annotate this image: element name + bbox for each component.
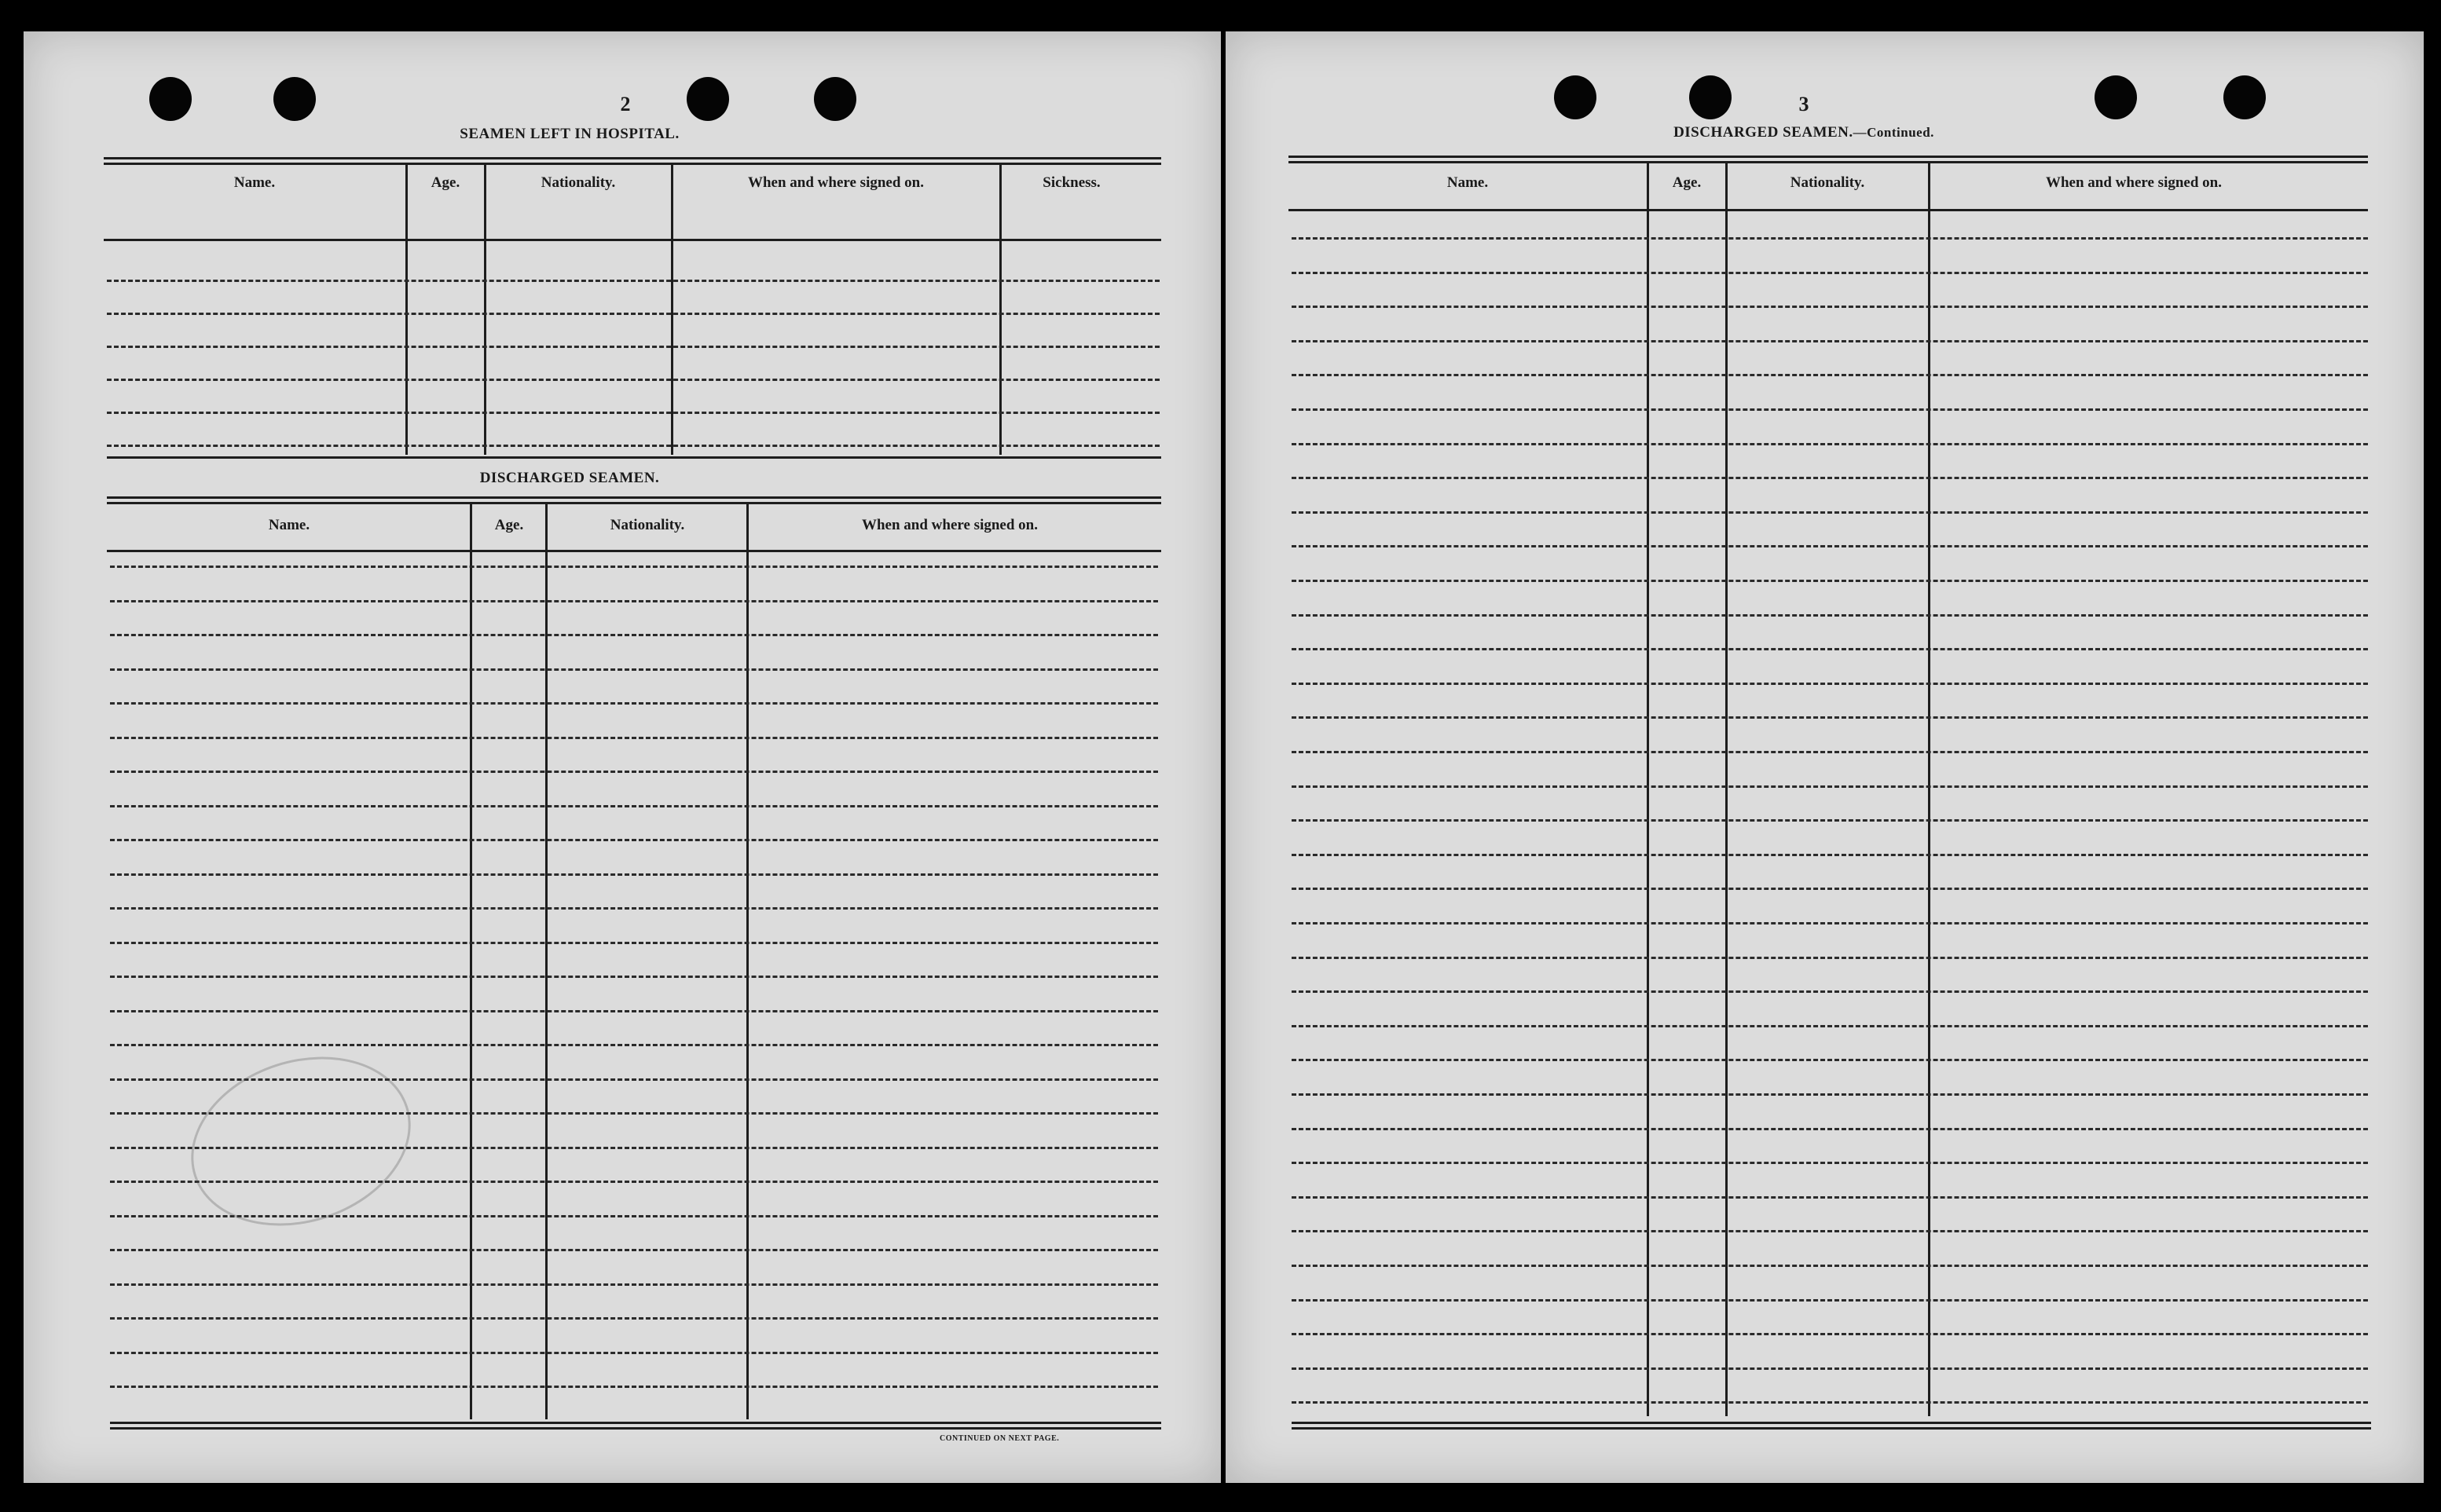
table-row bbox=[1292, 751, 2368, 753]
col-divider bbox=[545, 502, 548, 1419]
punch-hole bbox=[273, 77, 316, 121]
col-divider bbox=[1647, 161, 1649, 1416]
table-top-rule bbox=[104, 163, 1161, 165]
col-divider bbox=[1725, 161, 1728, 1416]
punch-hole bbox=[149, 77, 192, 121]
col-nationality: Nationality. bbox=[1790, 174, 1865, 191]
table-row bbox=[1292, 1162, 2368, 1164]
table-row bbox=[1292, 716, 2368, 719]
table-row bbox=[110, 1283, 1158, 1286]
col-divider bbox=[1928, 161, 1930, 1416]
table-row bbox=[110, 702, 1158, 705]
table-row bbox=[107, 445, 1160, 447]
table-bottom-rule bbox=[110, 1427, 1161, 1430]
table-row bbox=[1292, 648, 2368, 650]
table-row bbox=[110, 737, 1158, 739]
table-row bbox=[1292, 408, 2368, 411]
col-age: Age. bbox=[494, 517, 524, 533]
table-row bbox=[110, 1352, 1158, 1354]
table-row bbox=[110, 1249, 1158, 1251]
col-divider bbox=[746, 502, 749, 1419]
table-row bbox=[110, 771, 1158, 773]
table-row bbox=[110, 1386, 1158, 1388]
table-bottom-rule bbox=[1292, 1422, 2371, 1424]
table-row bbox=[107, 412, 1160, 414]
table-row bbox=[1292, 306, 2368, 308]
col-signed-on: When and where signed on. bbox=[2045, 174, 2222, 191]
col-age: Age. bbox=[1672, 174, 1702, 191]
table-top-rule bbox=[104, 157, 1161, 159]
table-row bbox=[110, 805, 1158, 807]
table-row bbox=[1292, 1230, 2368, 1232]
table-row bbox=[1292, 1367, 2368, 1370]
table-row bbox=[110, 942, 1158, 944]
table-row bbox=[107, 313, 1160, 315]
table-row bbox=[1292, 511, 2368, 514]
col-name: Name. bbox=[268, 517, 310, 533]
table-row bbox=[1292, 340, 2368, 342]
page-number: 3 bbox=[1798, 93, 1809, 115]
table-row bbox=[110, 566, 1158, 568]
table-row bbox=[1292, 990, 2368, 993]
col-age: Age. bbox=[431, 174, 460, 191]
table-row bbox=[110, 873, 1158, 876]
table-row bbox=[110, 668, 1158, 671]
header-bottom-rule bbox=[107, 550, 1161, 552]
table-row bbox=[1292, 545, 2368, 547]
table-row bbox=[1292, 374, 2368, 376]
table-row bbox=[110, 1317, 1158, 1320]
table-row bbox=[110, 976, 1158, 978]
discharged-section-title: DISCHARGED SEAMEN. bbox=[479, 470, 660, 486]
table-row bbox=[1292, 854, 2368, 856]
table-row bbox=[1292, 614, 2368, 617]
table-row bbox=[1292, 1299, 2368, 1301]
table-row bbox=[1292, 1333, 2368, 1335]
table-bottom-rule bbox=[1292, 1427, 2371, 1430]
title-suffix: —Continued. bbox=[1853, 125, 1934, 140]
table-top-rule bbox=[107, 502, 1161, 504]
table-row bbox=[107, 346, 1160, 348]
table-row bbox=[1292, 888, 2368, 890]
table-row bbox=[1292, 580, 2368, 582]
table-row bbox=[1292, 272, 2368, 274]
col-nationality: Nationality. bbox=[541, 174, 616, 191]
punch-hole bbox=[2095, 75, 2137, 119]
table-row bbox=[1292, 957, 2368, 959]
col-name: Name. bbox=[233, 174, 276, 191]
faded-stamp bbox=[169, 1030, 433, 1253]
col-nationality: Nationality. bbox=[610, 517, 685, 533]
table-row bbox=[1292, 443, 2368, 445]
table-row bbox=[1292, 1128, 2368, 1130]
table-row bbox=[110, 839, 1158, 841]
hospital-section-title: SEAMEN LEFT IN HOSPITAL. bbox=[460, 126, 680, 142]
table-row bbox=[107, 379, 1160, 381]
right-page bbox=[1226, 31, 2424, 1483]
table-row bbox=[1292, 1093, 2368, 1096]
punch-hole bbox=[1554, 75, 1596, 119]
table-row bbox=[1292, 785, 2368, 788]
col-divider bbox=[470, 502, 472, 1419]
col-name: Name. bbox=[1446, 174, 1489, 191]
table-row bbox=[110, 1044, 1158, 1046]
punch-hole bbox=[814, 77, 856, 121]
table-bottom-rule bbox=[107, 456, 1161, 459]
table-top-rule bbox=[1288, 161, 2368, 163]
col-sickness: Sickness. bbox=[1043, 174, 1101, 191]
punch-hole bbox=[1689, 75, 1732, 119]
table-bottom-rule bbox=[110, 1422, 1161, 1424]
discharged-continued-title bbox=[1568, 124, 2040, 141]
header-bottom-rule bbox=[104, 239, 1161, 241]
table-top-rule bbox=[107, 496, 1161, 499]
table-row bbox=[1292, 477, 2368, 479]
table-row bbox=[1292, 683, 2368, 685]
punch-hole bbox=[2223, 75, 2266, 119]
table-row bbox=[1292, 1196, 2368, 1199]
table-row bbox=[1292, 1265, 2368, 1267]
table-row bbox=[1292, 1401, 2368, 1404]
table-row bbox=[107, 280, 1160, 282]
table-row bbox=[110, 1010, 1158, 1012]
table-row bbox=[110, 634, 1158, 636]
table-row bbox=[1292, 237, 2368, 240]
table-row bbox=[110, 600, 1158, 602]
title-main: DISCHARGED SEAMEN. bbox=[1673, 124, 1853, 141]
page-number: 2 bbox=[620, 93, 631, 115]
table-top-rule bbox=[1288, 156, 2368, 158]
table-row bbox=[1292, 922, 2368, 924]
col-signed-on: When and where signed on. bbox=[747, 174, 924, 191]
punch-hole bbox=[687, 77, 729, 121]
header-bottom-rule bbox=[1288, 209, 2368, 211]
table-row bbox=[1292, 1059, 2368, 1061]
table-row bbox=[1292, 1025, 2368, 1027]
continued-note: CONTINUED ON NEXT PAGE. bbox=[940, 1434, 1060, 1443]
col-signed-on: When and where signed on. bbox=[861, 517, 1038, 533]
left-page bbox=[24, 31, 1221, 1483]
table-row bbox=[1292, 819, 2368, 822]
table-row bbox=[110, 907, 1158, 910]
